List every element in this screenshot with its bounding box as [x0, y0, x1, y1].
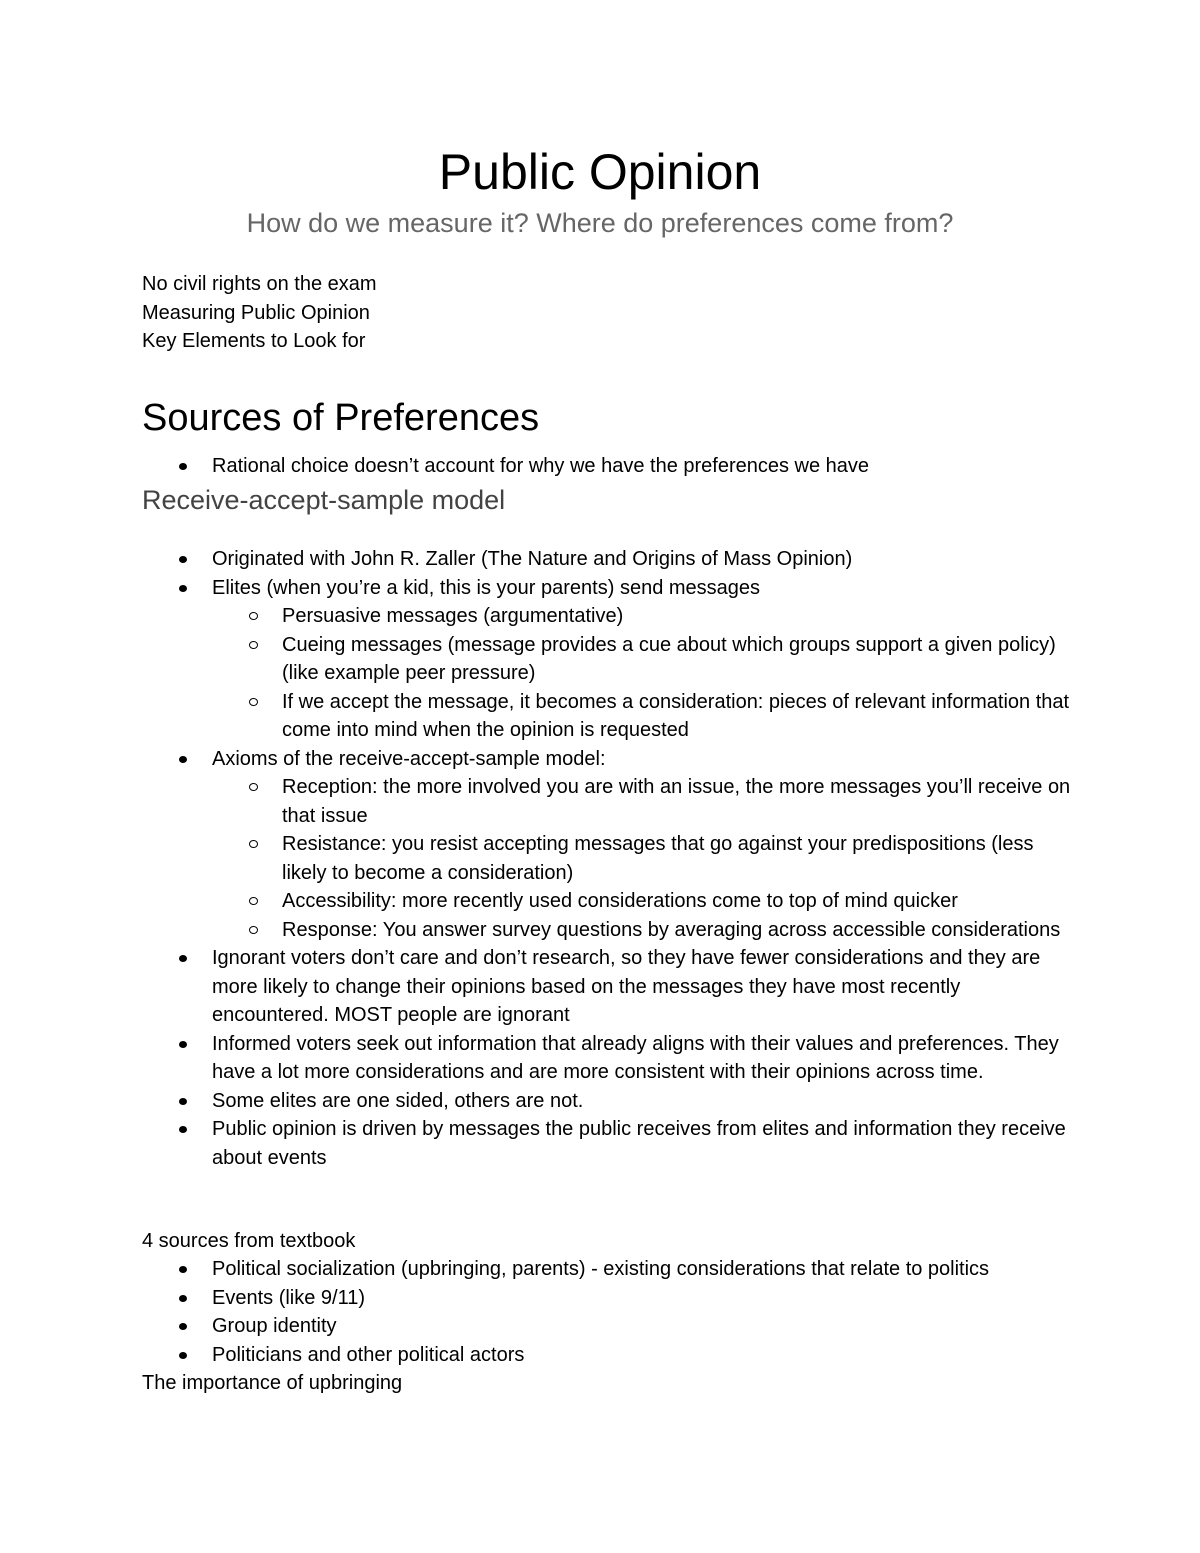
sources-bullet-list: [142, 1255, 1072, 1369]
list-item-text: Public opinion is driven by messages the public receives from elites and information they receive about events: [212, 1118, 1066, 1169]
list-item-text: Elites (when you’re a kid, this is your parents) send messages: [212, 576, 761, 599]
sub-list-item: [142, 916, 1072, 945]
list-item-text: Some elites are one sided, others are not.: [212, 1089, 584, 1112]
list-item: [142, 545, 1072, 574]
bullet-dot-icon: [179, 556, 187, 563]
section-bullet-list: [142, 452, 1072, 481]
list-item: [142, 745, 1072, 774]
section-heading: Sources of Preferences: [142, 397, 540, 439]
sub-list-item-text: If we accept the message, it becomes a consideration: pieces of relevant information that come into mind when the opinion is requested: [282, 690, 1070, 741]
list-item-text: Politicians and other political actors: [212, 1343, 525, 1366]
bullet-dot-icon: [179, 756, 187, 763]
bullet-dot-icon: [179, 1266, 187, 1273]
sub-list-item: [142, 773, 1072, 830]
bullet-circle-icon: [249, 641, 258, 649]
sub-list-item: [142, 602, 1072, 631]
document-title: Public Opinion: [438, 144, 762, 200]
list-item: [142, 1341, 1072, 1370]
list-item-text: Ignorant voters don’t care and don’t research, so they have fewer considerations and they are more likely to change their opinions based on the messages they have most recently encountered. MOST people are ignorant: [212, 947, 1041, 1026]
list-item: [142, 1087, 1072, 1116]
bullet-dot-icon: [179, 1098, 187, 1105]
list-item: [142, 452, 1072, 481]
intro-notes: [142, 270, 1072, 356]
list-item: [142, 1284, 1072, 1313]
model-bullet-list: [142, 545, 1072, 1172]
bullet-dot-icon: [179, 585, 187, 592]
bullet-dot-icon: [179, 1295, 187, 1302]
intro-line: Measuring Public Opinion: [142, 301, 370, 324]
bullet-dot-icon: [179, 1352, 187, 1359]
bullet-circle-icon: [249, 698, 258, 706]
sub-list-item-text: Accessibility: more recently used considerations come to top of mind quicker: [282, 890, 958, 912]
sources-label: 4 sources from textbook: [142, 1230, 356, 1252]
bullet-dot-icon: [179, 1041, 187, 1048]
bullet-dot-icon: [179, 955, 187, 962]
sub-list-item: [142, 830, 1072, 887]
bullet-dot-icon: [179, 1126, 187, 1133]
sub-list-item-text: Cueing messages (message provides a cue about which groups support a given policy) (like example peer pressure): [282, 633, 1056, 684]
list-item: [142, 1255, 1072, 1284]
sub-list-item: [142, 688, 1072, 745]
bullet-dot-icon: [179, 1323, 187, 1330]
bullet-circle-icon: [249, 926, 258, 934]
intro-line: No civil rights on the exam: [142, 273, 377, 295]
list-item: [142, 1115, 1072, 1172]
subsection-heading: Receive-accept-sample model: [142, 485, 506, 515]
list-item: [142, 574, 1072, 603]
bullet-circle-icon: [249, 783, 258, 791]
list-item: [142, 1030, 1072, 1087]
sub-list-item-text: Reception: the more involved you are with an issue, the more messages you’ll receive on that issue: [282, 776, 1071, 827]
sub-list-item-text: Response: You answer survey questions by averaging across accessible considerations: [282, 918, 1061, 941]
list-item-text: Events (like 9/11): [212, 1286, 366, 1309]
list-item-text: Axioms of the receive-accept-sample model:: [212, 747, 606, 770]
closing-line: The importance of upbringing: [142, 1372, 403, 1394]
list-item-text: Political socialization (upbringing, parents) - existing considerations that relate to politics: [212, 1258, 990, 1280]
bullet-dot-icon: [179, 463, 187, 470]
sub-list-item: [142, 631, 1072, 688]
bullet-circle-icon: [249, 840, 258, 848]
sub-list-item-text: Resistance: you resist accepting messages that go against your predispositions (less likely to become a consideration): [282, 833, 1034, 884]
list-item: [142, 1312, 1072, 1341]
list-item-text: Originated with John R. Zaller (The Nature and Origins of Mass Opinion): [212, 548, 853, 570]
list-item-text: Informed voters seek out information that already aligns with their values and preferences. They have a lot more considerations and are more consistent with their opinions across time.: [212, 1032, 1059, 1083]
intro-line: Key Elements to Look for: [142, 330, 366, 352]
list-item-text: Rational choice doesn’t account for why we have the preferences we have: [212, 455, 870, 477]
list-item: [142, 944, 1072, 1030]
list-item-text: Group identity: [212, 1315, 337, 1337]
sub-list-item-text: Persuasive messages (argumentative): [282, 605, 624, 627]
sub-list-item: [142, 887, 1072, 916]
document-subtitle: How do we measure it? Where do preferences come from?: [246, 208, 954, 238]
bullet-circle-icon: [249, 897, 258, 905]
bullet-circle-icon: [249, 612, 258, 620]
